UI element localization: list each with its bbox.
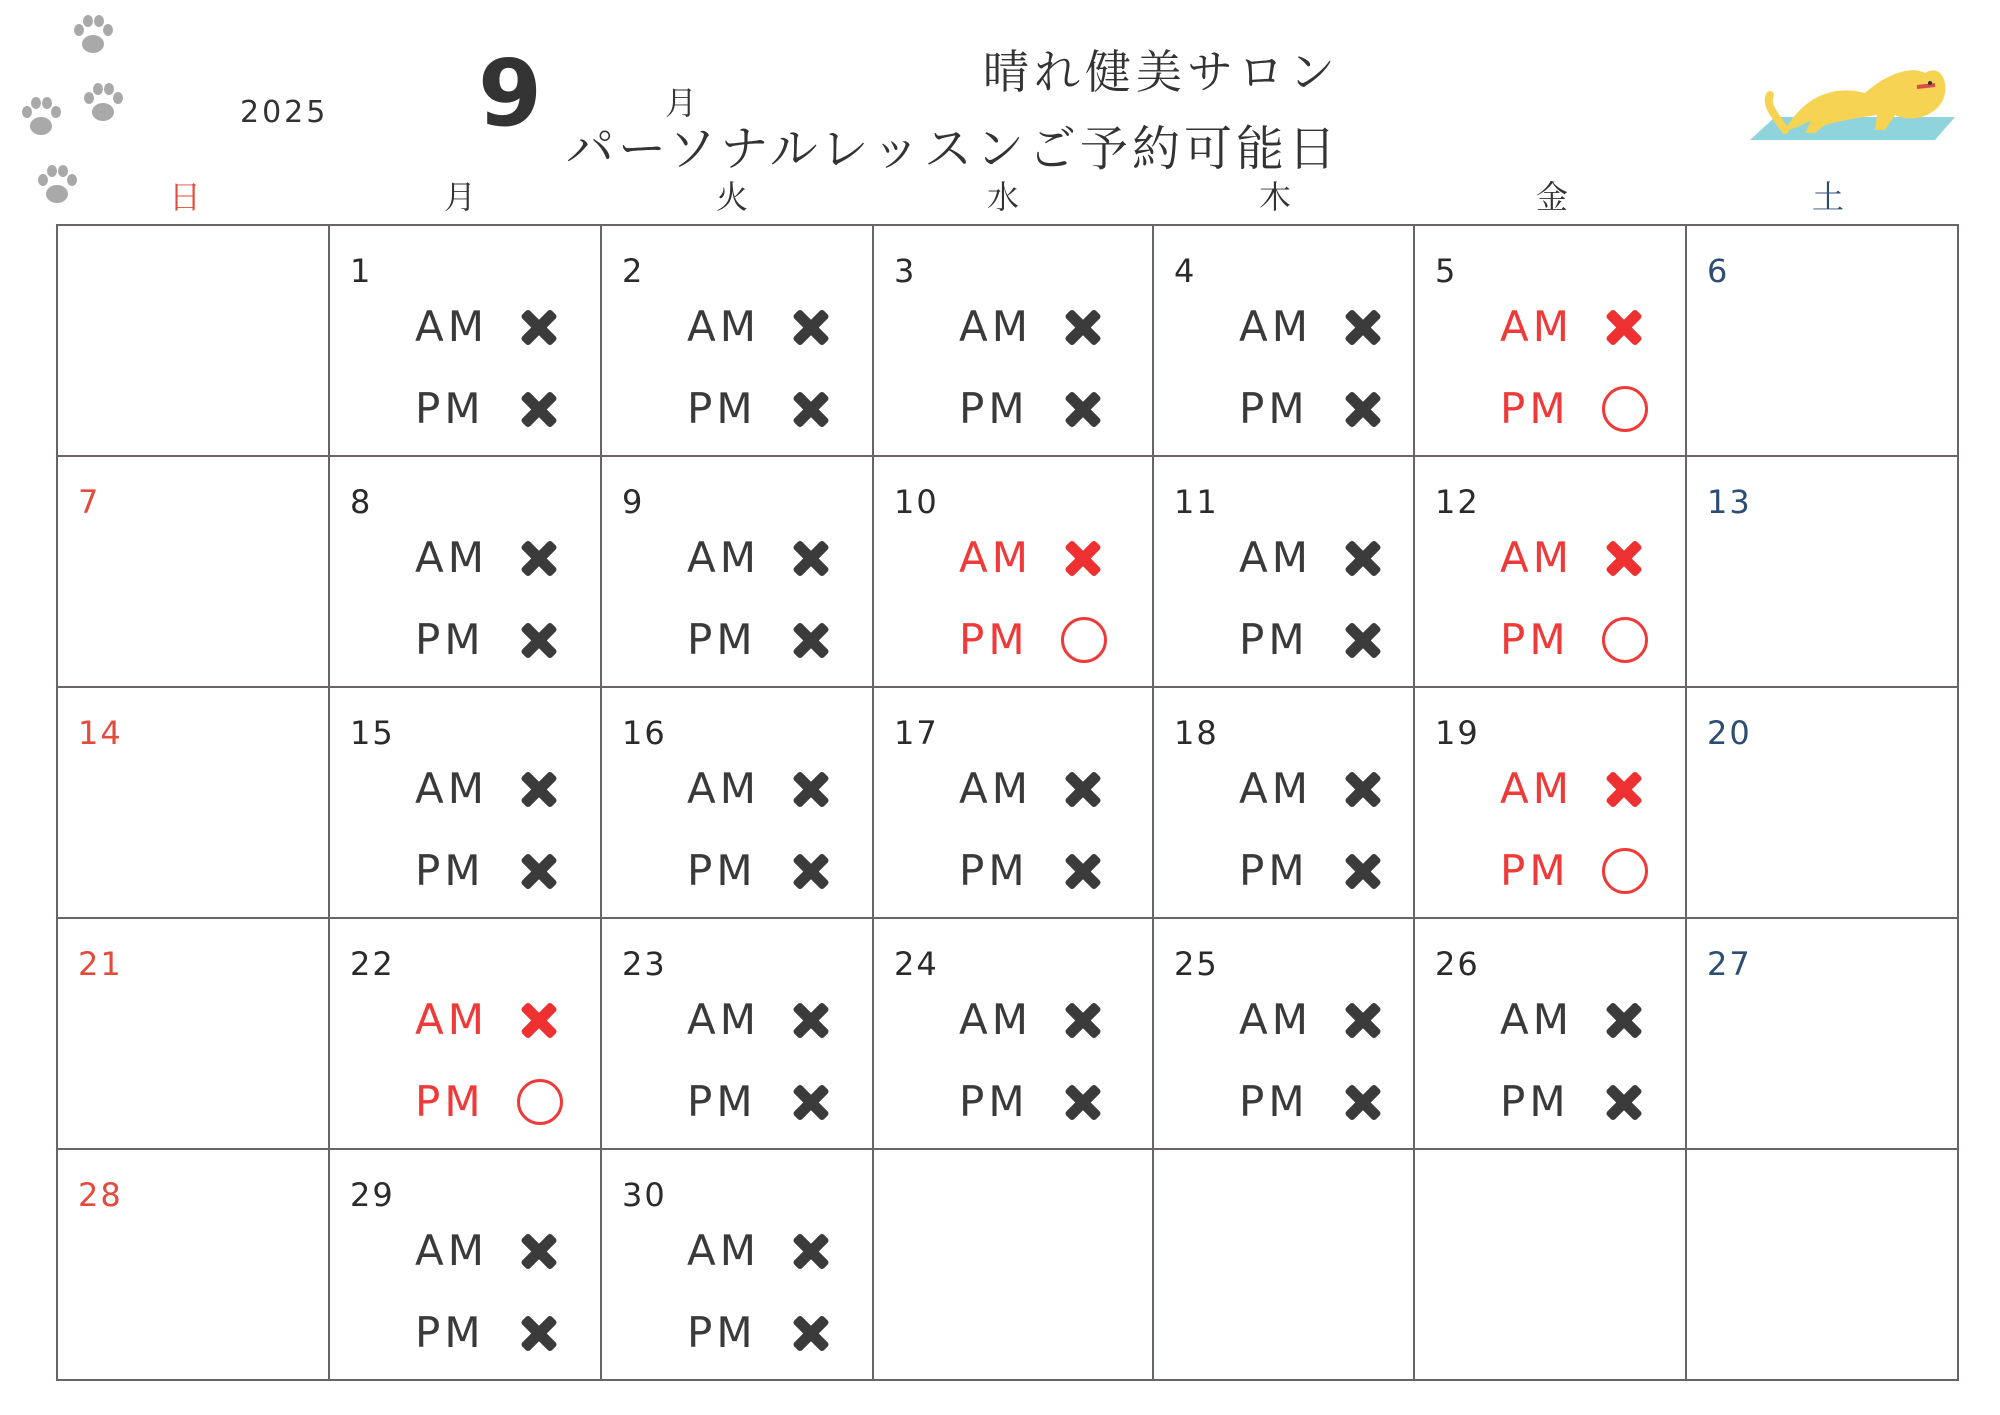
cross-icon <box>1059 303 1107 351</box>
pm-slot <box>687 846 835 895</box>
weekday-sat: 土 <box>1811 178 1844 216</box>
am-slot <box>415 995 563 1044</box>
salon-name: 晴れ健美サロン <box>983 45 1340 99</box>
cross-icon <box>787 847 835 895</box>
pm-label: PM <box>415 384 485 433</box>
pm-label: PM <box>1239 1077 1309 1126</box>
calendar-day-cell <box>1153 687 1414 918</box>
am-label: AM <box>415 764 488 813</box>
am-label: AM <box>687 302 760 351</box>
cross-icon <box>515 1227 563 1275</box>
calendar-day-cell <box>873 1149 1153 1380</box>
pm-label: PM <box>1500 615 1570 664</box>
day-number: 24 <box>894 945 939 983</box>
pm-label: PM <box>1500 846 1570 895</box>
pm-slot <box>415 1308 563 1357</box>
day-number: 26 <box>1435 945 1480 983</box>
am-label: AM <box>687 995 760 1044</box>
day-number: 1 <box>350 252 373 290</box>
pm-slot <box>687 384 835 433</box>
am-slot <box>415 1226 563 1275</box>
day-number: 21 <box>78 945 123 983</box>
day-number: 10 <box>894 483 939 521</box>
pm-label: PM <box>687 846 757 895</box>
pm-slot <box>959 384 1107 433</box>
am-label: AM <box>1239 302 1312 351</box>
am-label: AM <box>1239 533 1312 582</box>
cross-icon <box>787 996 835 1044</box>
day-number: 17 <box>894 714 939 752</box>
calendar-day-cell <box>1686 1149 1958 1380</box>
weekday-mon: 月 <box>443 178 476 216</box>
calendar-month-label: 月 <box>665 84 698 122</box>
calendar-day-cell <box>1414 687 1686 918</box>
cross-icon <box>787 385 835 433</box>
cross-icon <box>1339 534 1387 582</box>
pm-slot <box>1500 384 1648 433</box>
cross-icon <box>1059 1078 1107 1126</box>
cross-icon <box>1059 847 1107 895</box>
am-label: AM <box>1239 764 1312 813</box>
day-number: 20 <box>1707 714 1752 752</box>
calendar-day-cell <box>1414 225 1686 456</box>
cross-icon <box>1339 303 1387 351</box>
am-slot <box>687 302 835 351</box>
am-slot <box>1500 764 1648 813</box>
cross-icon <box>515 616 563 664</box>
calendar-day-cell <box>57 225 329 456</box>
calendar-day-cell <box>601 1149 873 1380</box>
cross-icon <box>787 303 835 351</box>
cross-icon <box>1600 996 1648 1044</box>
pm-label: PM <box>415 615 485 664</box>
cross-icon <box>1059 534 1107 582</box>
cross-icon <box>515 765 563 813</box>
am-label: AM <box>1239 995 1312 1044</box>
calendar-day-cell <box>1686 456 1958 687</box>
calendar-day-cell <box>1153 918 1414 1149</box>
am-label: AM <box>415 302 488 351</box>
circle-icon <box>1061 617 1107 663</box>
calendar-year: 2025 <box>240 95 329 130</box>
calendar-day-cell <box>873 225 1153 456</box>
calendar-day-cell <box>57 456 329 687</box>
am-slot <box>1239 533 1387 582</box>
pm-slot <box>959 615 1107 664</box>
am-label: AM <box>1500 995 1573 1044</box>
pm-slot <box>1239 846 1387 895</box>
calendar-week-row <box>57 1149 1958 1380</box>
calendar-day-cell <box>1414 456 1686 687</box>
weekday-fri: 金 <box>1535 178 1568 216</box>
day-number: 28 <box>78 1176 123 1214</box>
pm-slot <box>415 846 563 895</box>
calendar-day-cell <box>873 687 1153 918</box>
calendar-day-cell <box>1153 225 1414 456</box>
cross-icon <box>1600 534 1648 582</box>
calendar-day-cell <box>1686 225 1958 456</box>
calendar-week-row <box>57 687 1958 918</box>
cross-icon <box>515 847 563 895</box>
am-slot <box>687 764 835 813</box>
am-slot <box>1239 995 1387 1044</box>
calendar-day-cell <box>1686 918 1958 1149</box>
day-number: 6 <box>1707 252 1730 290</box>
cross-icon <box>1339 847 1387 895</box>
day-number: 12 <box>1435 483 1480 521</box>
am-label: AM <box>1500 302 1573 351</box>
cross-icon <box>787 1078 835 1126</box>
cross-icon <box>787 534 835 582</box>
weekday-thu: 木 <box>1258 178 1291 216</box>
pm-label: PM <box>415 846 485 895</box>
am-label: AM <box>415 533 488 582</box>
am-slot <box>687 1226 835 1275</box>
pm-label: PM <box>1239 615 1309 664</box>
weekday-wed: 水 <box>986 178 1019 216</box>
day-number: 25 <box>1174 945 1219 983</box>
cross-icon <box>515 534 563 582</box>
cross-icon <box>1339 996 1387 1044</box>
day-number: 29 <box>350 1176 395 1214</box>
am-slot <box>415 764 563 813</box>
calendar-day-cell <box>329 1149 601 1380</box>
pm-slot <box>687 1077 835 1126</box>
calendar-day-cell <box>329 456 601 687</box>
calendar-day-cell <box>57 1149 329 1380</box>
pm-label: PM <box>687 384 757 433</box>
day-number: 13 <box>1707 483 1752 521</box>
calendar-day-cell <box>329 687 601 918</box>
paw-print-icon <box>70 12 116 58</box>
am-slot <box>959 533 1107 582</box>
am-label: AM <box>1500 533 1573 582</box>
day-number: 18 <box>1174 714 1219 752</box>
pm-slot <box>687 1308 835 1357</box>
day-number: 3 <box>894 252 917 290</box>
cross-icon <box>1339 765 1387 813</box>
am-label: AM <box>687 533 760 582</box>
day-number: 14 <box>78 714 123 752</box>
calendar-day-cell <box>601 225 873 456</box>
circle-icon <box>1602 617 1648 663</box>
cross-icon <box>1059 385 1107 433</box>
am-slot <box>415 533 563 582</box>
pm-slot <box>1239 615 1387 664</box>
am-label: AM <box>687 764 760 813</box>
cross-icon <box>1600 303 1648 351</box>
cross-icon <box>1339 1078 1387 1126</box>
day-number: 5 <box>1435 252 1458 290</box>
cross-icon <box>1600 765 1648 813</box>
am-label: AM <box>687 1226 760 1275</box>
day-number: 9 <box>622 483 645 521</box>
am-slot <box>687 995 835 1044</box>
cross-icon <box>787 1309 835 1357</box>
circle-icon <box>1602 386 1648 432</box>
am-slot <box>1500 302 1648 351</box>
day-number: 11 <box>1174 483 1219 521</box>
calendar-day-cell <box>873 918 1153 1149</box>
calendar-day-cell <box>329 225 601 456</box>
cross-icon <box>1339 385 1387 433</box>
day-number: 16 <box>622 714 667 752</box>
pm-slot <box>1239 1077 1387 1126</box>
am-label: AM <box>959 302 1032 351</box>
calendar-day-cell <box>329 918 601 1149</box>
calendar-day-cell <box>57 687 329 918</box>
cross-icon <box>1059 765 1107 813</box>
pm-slot <box>1500 846 1648 895</box>
cat-on-yoga-mat-illustration <box>1745 55 1970 155</box>
pm-slot <box>687 615 835 664</box>
calendar-week-row <box>57 456 1958 687</box>
day-number: 7 <box>78 483 101 521</box>
cross-icon <box>515 996 563 1044</box>
day-number: 8 <box>350 483 373 521</box>
pm-slot <box>959 1077 1107 1126</box>
day-number: 4 <box>1174 252 1197 290</box>
pm-slot <box>1500 615 1648 664</box>
pm-label: PM <box>1239 846 1309 895</box>
day-number: 2 <box>622 252 645 290</box>
cross-icon <box>515 385 563 433</box>
cross-icon <box>515 303 563 351</box>
am-slot <box>1500 533 1648 582</box>
pm-slot <box>415 1077 563 1126</box>
pm-label: PM <box>687 615 757 664</box>
pm-label: PM <box>687 1077 757 1126</box>
weekday-sun: 日 <box>168 178 201 216</box>
pm-slot <box>415 615 563 664</box>
calendar-day-cell <box>1686 687 1958 918</box>
am-slot <box>959 302 1107 351</box>
am-slot <box>687 533 835 582</box>
pm-slot <box>415 384 563 433</box>
calendar-day-cell <box>1414 918 1686 1149</box>
pm-label: PM <box>1239 384 1309 433</box>
cross-icon <box>787 616 835 664</box>
page-title: パーソナルレッスンご予約可能日 <box>565 121 1340 177</box>
cross-icon <box>787 765 835 813</box>
cross-icon <box>1600 1078 1648 1126</box>
calendar-week-row <box>57 225 1958 456</box>
calendar-day-cell <box>1153 456 1414 687</box>
cross-icon <box>1339 616 1387 664</box>
cross-icon <box>1059 996 1107 1044</box>
pm-label: PM <box>959 1077 1029 1126</box>
am-label: AM <box>1500 764 1573 813</box>
day-number: 30 <box>622 1176 667 1214</box>
paw-print-icon <box>80 80 126 126</box>
calendar-week-row <box>57 918 1958 1149</box>
pm-slot <box>959 846 1107 895</box>
weekday-tue: 火 <box>715 178 748 216</box>
am-slot <box>1500 995 1648 1044</box>
calendar-grid <box>56 224 1959 1381</box>
calendar-day-cell <box>1153 1149 1414 1380</box>
pm-label: PM <box>1500 384 1570 433</box>
am-slot <box>959 995 1107 1044</box>
am-label: AM <box>959 533 1032 582</box>
paw-print-icon <box>18 94 64 140</box>
calendar-month-number: 9 <box>478 40 543 147</box>
pm-label: PM <box>959 846 1029 895</box>
pm-label: PM <box>1500 1077 1570 1126</box>
circle-icon <box>1602 848 1648 894</box>
pm-label: PM <box>415 1308 485 1357</box>
calendar-day-cell <box>57 918 329 1149</box>
am-label: AM <box>959 764 1032 813</box>
day-number: 23 <box>622 945 667 983</box>
day-number: 27 <box>1707 945 1752 983</box>
cross-icon <box>787 1227 835 1275</box>
calendar-day-cell <box>1414 1149 1686 1380</box>
calendar-day-cell <box>601 918 873 1149</box>
calendar-day-cell <box>601 456 873 687</box>
pm-label: PM <box>959 384 1029 433</box>
day-number: 19 <box>1435 714 1480 752</box>
am-slot <box>1239 302 1387 351</box>
pm-label: PM <box>415 1077 485 1126</box>
circle-icon <box>517 1079 563 1125</box>
day-number: 22 <box>350 945 395 983</box>
am-label: AM <box>959 995 1032 1044</box>
pm-slot <box>1500 1077 1648 1126</box>
am-label: AM <box>415 995 488 1044</box>
am-slot <box>959 764 1107 813</box>
calendar-day-cell <box>601 687 873 918</box>
paw-print-icon <box>34 162 80 208</box>
am-slot <box>1239 764 1387 813</box>
day-number: 15 <box>350 714 395 752</box>
pm-slot <box>1239 384 1387 433</box>
calendar-day-cell <box>873 456 1153 687</box>
am-slot <box>415 302 563 351</box>
pm-label: PM <box>959 615 1029 664</box>
cross-icon <box>515 1309 563 1357</box>
am-label: AM <box>415 1226 488 1275</box>
pm-label: PM <box>687 1308 757 1357</box>
